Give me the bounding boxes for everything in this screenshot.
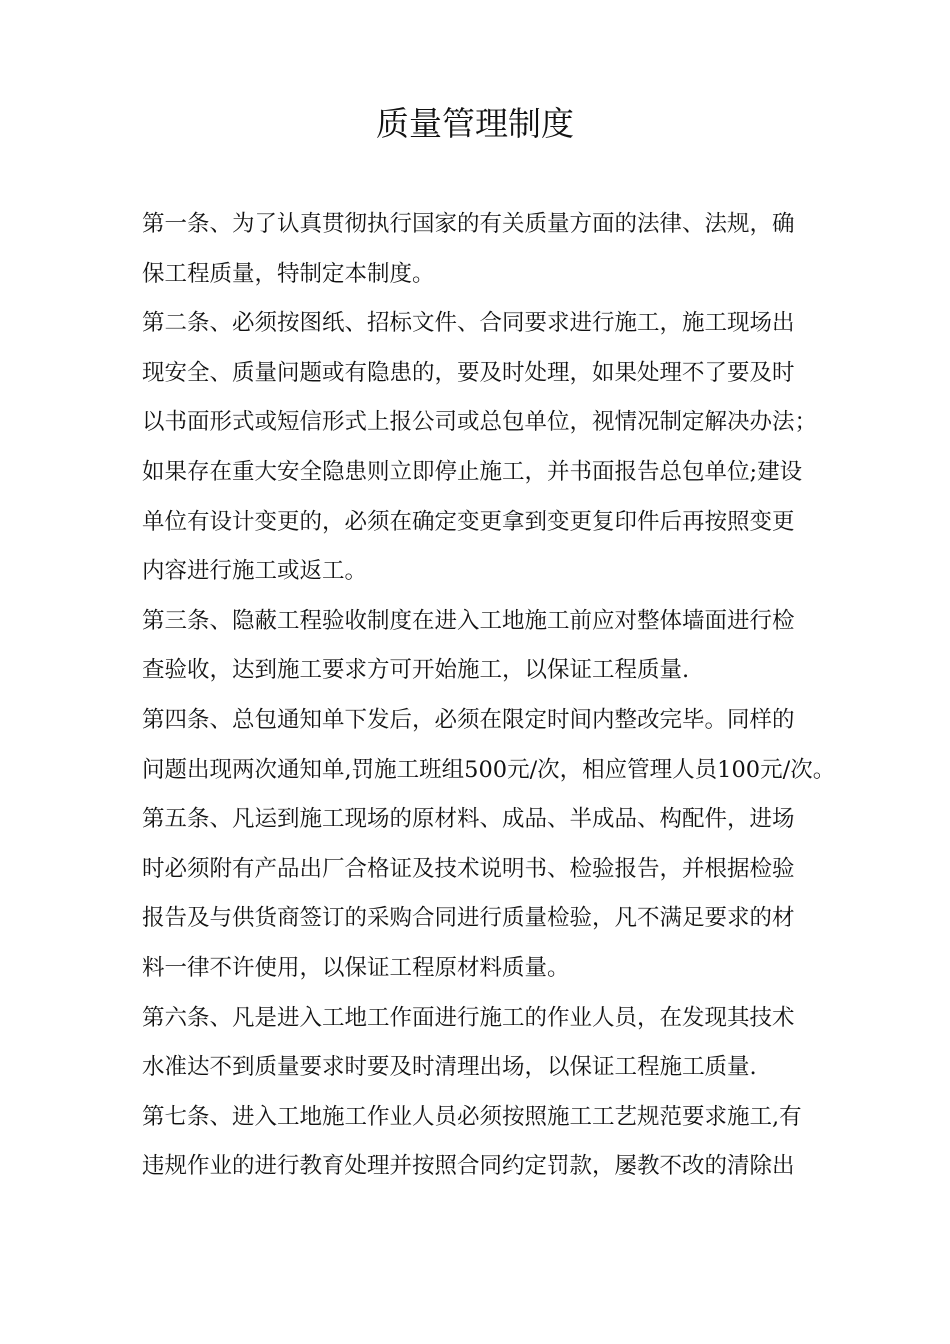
text-line: 第六条、凡是进入工地工作面进行施工的作业人员，在发现其技术	[142, 1004, 795, 1031]
text-line: 第二条、必须按图纸、招标文件、合同要求进行施工，施工现场出	[142, 310, 795, 337]
text-line: 以书面形式或短信形式上报公司或总包单位，视情况制定解决办法；	[142, 409, 818, 436]
text-line: 内容进行施工或返工。	[142, 558, 368, 585]
text-line: 第五条、凡运到施工现场的原材料、成品、半成品、构配件，进场	[142, 806, 795, 833]
text-line: 第四条、总包通知单下发后，必须在限定时间内整改完毕。同样的	[142, 706, 795, 733]
text-line: 第一条、为了认真贯彻执行国家的有关质量方面的法律、法规，确	[142, 211, 795, 237]
text-line: 保工程质量，特制定本制度。	[142, 260, 435, 287]
text-line: 第三条、隐蔽工程验收制度在进入工地施工前应对整体墙面进行检	[142, 607, 795, 634]
text-line: 问题出现两次通知单,罚施工班组500元/次，相应管理人员100元/次。	[142, 756, 836, 783]
text-line: 第七条、进入工地施工作业人员必须按照施工工艺规范要求施工,有	[142, 1103, 802, 1130]
text-line: 水准达不到质量要求时要及时清理出场，以保证工程施工质量.	[142, 1054, 757, 1081]
text-line: 如果存在重大安全隐患则立即停止施工，并书面报告总包单位;建设	[142, 458, 803, 485]
document-title: 质量管理制度	[376, 104, 574, 143]
text-line: 时必须附有产品出厂合格证及技术说明书、检验报告，并根据检验	[142, 855, 795, 882]
text-line: 查验收，达到施工要求方可开始施工，以保证工程质量.	[142, 657, 690, 684]
text-line: 现安全、质量问题或有隐患的，要及时处理，如果处理不了要及时	[142, 359, 795, 386]
document-body	[142, 200, 836, 1192]
text-line: 单位有设计变更的，必须在确定变更拿到变更复印件后再按照变更	[142, 508, 795, 535]
text-line: 违规作业的进行教育处理并按照合同约定罚款，屡教不改的清除出	[142, 1153, 795, 1180]
text-line: 料一律不许使用，以保证工程原材料质量。	[142, 954, 570, 981]
text-line: 报告及与供货商签订的采购合同进行质量检验，凡不满足要求的材	[142, 905, 795, 932]
